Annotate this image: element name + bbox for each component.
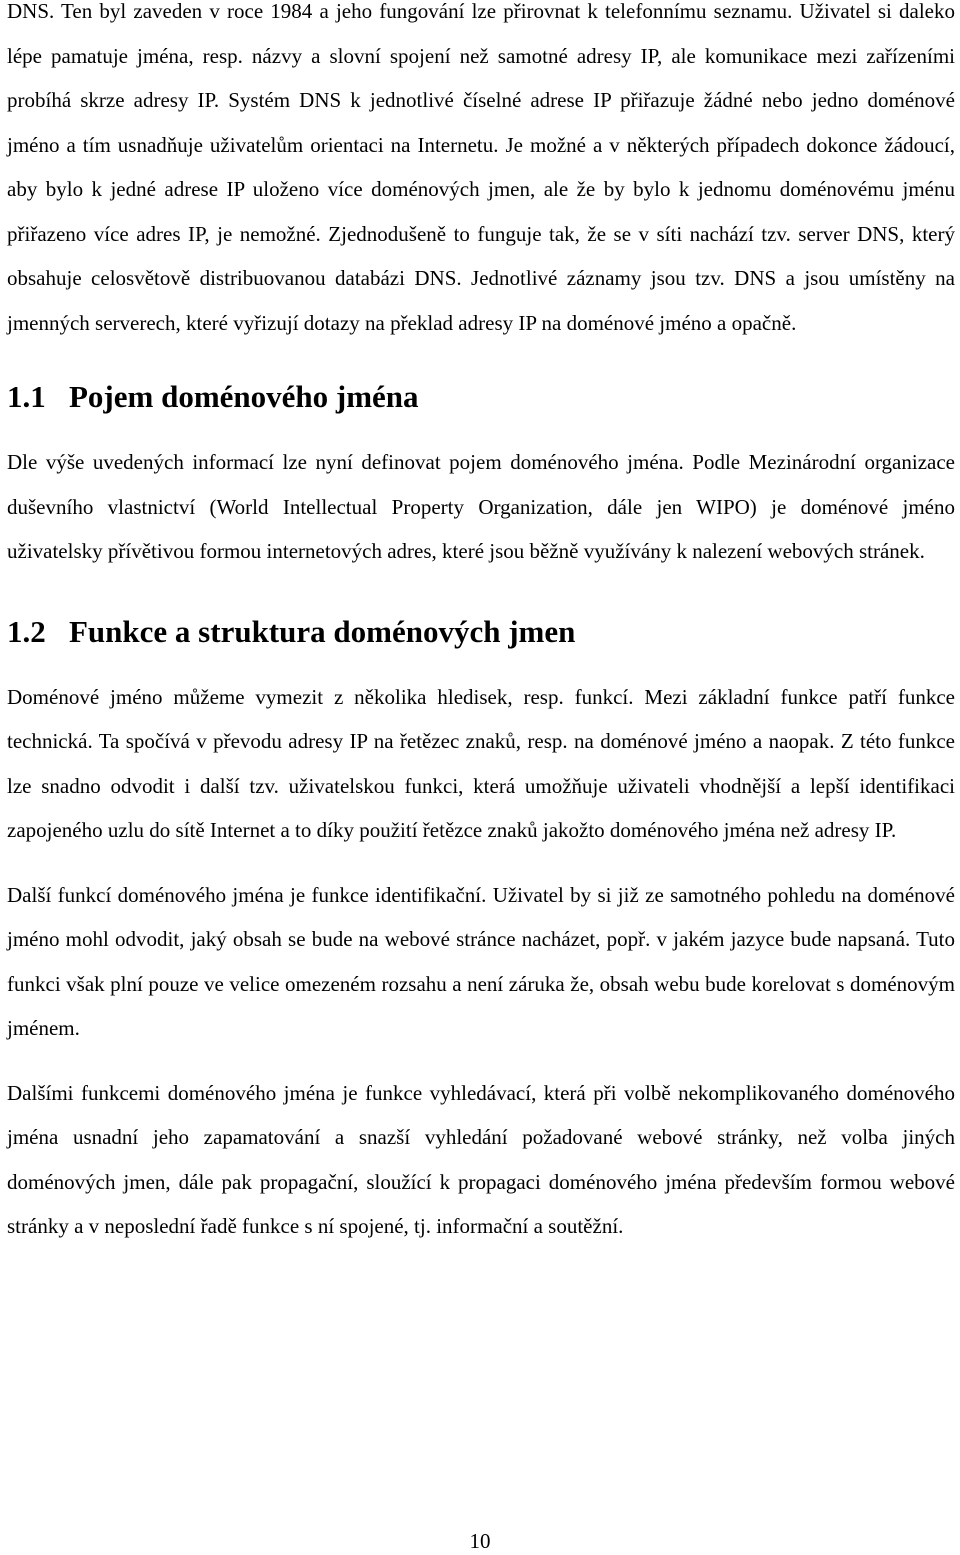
section-title: Pojem doménového jména [69,379,419,414]
paragraph-spacer [7,1051,955,1071]
section-1-2-paragraph-2: Další funkcí doménového jména je funkce identifikační. Uživatel by si již ze samotného pohledu na doménové jméno mohl odvodit, jaký obsah se bude na webové stránce nacházet, popř. v jakém jazyce bude napsaná. Tuto funkci však plní pouze ve velice omezeném rozsahu a není záruka že, obsah webu bude korelovat s doménovým jménem. [7,882,955,1040]
section-heading-1-1 [7,377,955,417]
section-number: 1.1 [7,379,46,414]
section-1-2-paragraph-1: Doménové jméno můžeme vymezit z několika hledisek, resp. funkcí. Mezi základní funkce patří funkce technická. Ta spočívá v převodu adresy IP na řetězec znaků, resp. na doménové jméno a naopak. Z této funkce lze snadno odvodit i další tzv. uživatelskou funkci, která umožňuje uživateli vhodnější a lepší identifikaci zapojeného uzlu do sítě Internet a to díky použití řetězce znaků jakožto doménového jména než adresy IP. [7,684,955,842]
intro-paragraph: DNS. Ten byl zaveden v roce 1984 a jeho fungování lze přirovnat k telefonnímu seznamu. Uživatel si daleko lépe pamatuje jména, resp. názvy a slovní spojení než samotné adresy IP, ale komunikace mezi zařízeními probíhá skrze adresy IP. Systém DNS k jednotlivé číselné adrese IP přiřazuje žádné nebo jedno doménové jméno a tím usnadňuje uživatelům orientaci na Internetu. Je možné a v některých případech dokonce žádoucí, aby bylo k jedné adrese IP uloženo více doménových jmen, ale že by bylo k jednomu doménovému jménu přiřazeno více adres IP, je nemožné. Zjednodušeně to funguje tak, že se v síti nachází tzv. server DNS, který obsahuje celosvětově distribuovanou databázi DNS. Jednotlivé záznamy jsou tzv. DNS a jsou umístěny na jmenných serverech, které vyřizují dotazy na překlad adresy IP na doménové jméno a opačně. [7,0,955,335]
paragraph-spacer [7,853,955,873]
section-title: Funkce a struktura doménových jmen [69,613,576,649]
document-page [7,0,955,1249]
section-1-1-paragraph: Dle výše uvedených informací lze nyní definovat pojem doménového jména. Podle Mezinárodní organizace duševního vlastnictví (World Intellectual Property Organization, dále jen WIPO) je doménové jméno uživatelsky přívětivou formou internetových adres, které jsou běžně využívány k nalezení webových stránek. [7,450,955,563]
section-heading-1-2 [7,612,955,652]
section-1-2-paragraph-3: Dalšími funkcemi doménového jména je funkce vyhledávací, která při volbě nekomplikovaného doménového jména usnadní jeho zapamatování a snazší vyhledání požadované webové stránky, než volba jiných doménových jmen, dále pak propagační, sloužící k propagaci doménového jména především formou webové stránky a v neposlední řadě funkce s ní spojené, tj. informační a soutěžní. [7,1080,955,1238]
section-number: 1.2 [7,613,46,649]
page-number: 10 [469,1529,491,1553]
